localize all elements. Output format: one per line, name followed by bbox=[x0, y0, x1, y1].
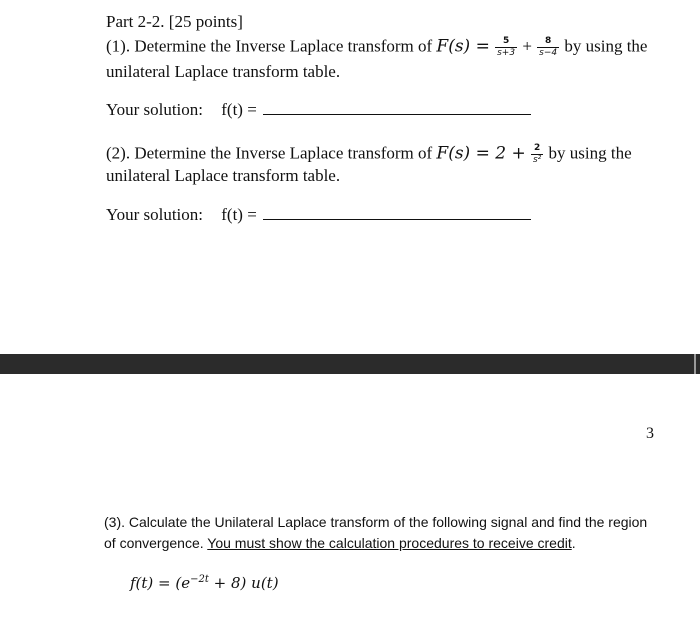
question-3-line-2-plain: of convergence. bbox=[104, 535, 208, 551]
scrollbar-mark bbox=[694, 354, 696, 374]
question-1-fraction-1 bbox=[495, 36, 517, 59]
part-title: Part 2-2. [25 points] bbox=[106, 12, 243, 31]
solution-1-row bbox=[106, 100, 531, 120]
plus-sign: + bbox=[522, 36, 532, 56]
solution-2-label: Your solution: bbox=[106, 205, 203, 224]
question-3-period: . bbox=[571, 535, 576, 551]
question-2-fraction-denominator: s² bbox=[532, 155, 542, 165]
question-2-suffix: by using the bbox=[548, 143, 632, 163]
formula-lhs: f(t) = (e bbox=[130, 574, 191, 592]
solution-2-blank-line[interactable] bbox=[263, 218, 531, 220]
solution-2-row bbox=[106, 205, 531, 225]
question-2-fraction-numerator: 2 bbox=[531, 143, 543, 155]
question-3-line-1: (3). Calculate the Unilateral Laplace transform of the following signal and find the region bbox=[104, 514, 648, 530]
question-3-line-2 bbox=[104, 535, 576, 551]
question-1-line-1 bbox=[106, 36, 647, 59]
question-3-credit-note: You must show the calculation procedures to receive credit bbox=[207, 535, 572, 551]
formula-rhs: + 8) u(t) bbox=[208, 574, 279, 592]
question-3-formula bbox=[130, 574, 279, 592]
formula-exponent: −2t bbox=[190, 574, 209, 585]
page-number: 3 bbox=[646, 425, 654, 442]
question-2-prefix: (2). Determine the Inverse Laplace transform of bbox=[106, 143, 433, 163]
question-2-line-2: unilateral Laplace transform table. bbox=[106, 166, 341, 185]
fraction-1-numerator: 5 bbox=[495, 36, 517, 48]
question-1-function: F(s) = bbox=[436, 36, 490, 57]
fraction-2-denominator: s−4 bbox=[539, 48, 558, 58]
question-1-suffix: by using the bbox=[564, 36, 648, 56]
page-separator bbox=[0, 354, 700, 374]
question-2-fraction bbox=[531, 143, 543, 166]
question-1-fraction-2 bbox=[537, 36, 559, 59]
solution-1-blank-line[interactable] bbox=[263, 113, 531, 115]
question-1-line-2: unilateral Laplace transform table. bbox=[106, 62, 341, 81]
fraction-2-numerator: 8 bbox=[537, 36, 559, 48]
solution-2-ft: f(t) = bbox=[221, 205, 257, 224]
fraction-1-denominator: s+3 bbox=[497, 48, 516, 58]
question-1-prefix: (1). Determine the Inverse Laplace transform of bbox=[106, 36, 433, 56]
solution-1-label: Your solution: bbox=[106, 100, 203, 119]
question-2-line-1 bbox=[106, 143, 632, 166]
question-2-function: F(s) = 2 + bbox=[436, 143, 526, 164]
solution-1-ft: f(t) = bbox=[221, 100, 257, 119]
